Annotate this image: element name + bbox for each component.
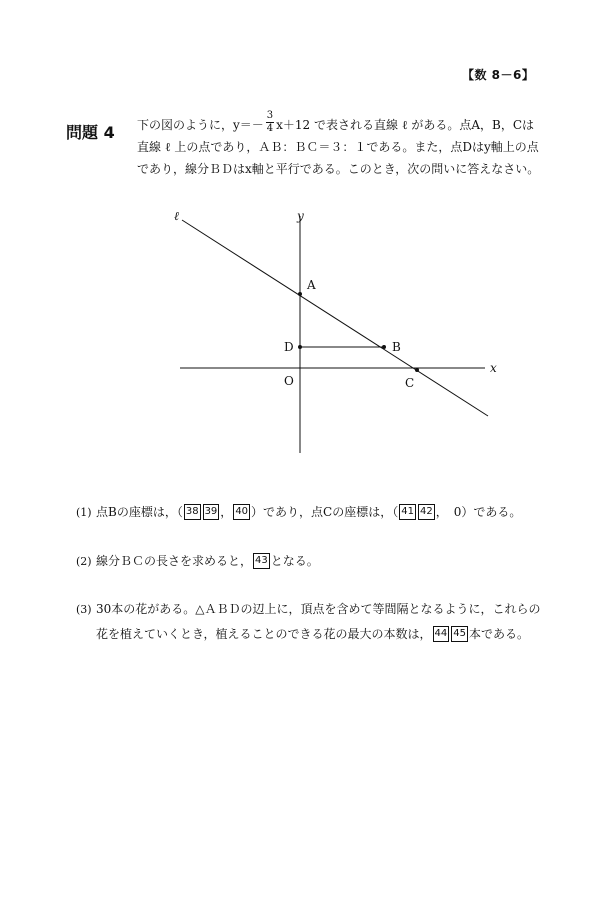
point-b-dot xyxy=(382,345,386,349)
figure-svg xyxy=(160,208,510,458)
statement-line-1-pre: 下の図のように，y＝－ xyxy=(137,118,264,132)
fraction-denominator: 4 xyxy=(266,123,274,134)
answer-box-40[interactable]: 40 xyxy=(233,504,250,520)
question-1-number: (1) xyxy=(76,506,92,519)
fraction-numerator: 3 xyxy=(266,110,274,121)
x-axis-label: x xyxy=(490,361,497,375)
point-a-dot xyxy=(298,292,302,296)
point-d-label: D xyxy=(284,340,294,354)
answer-box-44[interactable]: 44 xyxy=(433,626,450,642)
answer-box-42[interactable]: 42 xyxy=(418,504,435,520)
statement-line-1 xyxy=(137,110,541,136)
line-l-label: ℓ xyxy=(174,209,179,223)
answer-box-39[interactable]: 39 xyxy=(203,504,220,520)
question-2 xyxy=(76,549,319,574)
statement-line-3: であり，線分ＢＤはx軸と平行である。このとき，次の問いに答えなさい。 xyxy=(137,162,540,176)
point-b-label: B xyxy=(392,340,401,354)
question-3-number: (3) xyxy=(76,603,92,616)
question-1 xyxy=(76,500,521,525)
point-c-dot xyxy=(415,368,419,372)
question-1-text-a: 点Bの座標は，（ xyxy=(96,505,183,519)
answer-box-41[interactable]: 41 xyxy=(399,504,416,520)
question-3 xyxy=(76,597,541,646)
coordinate-figure xyxy=(160,208,510,458)
slope-fraction xyxy=(266,110,274,135)
origin-label: O xyxy=(284,374,294,388)
point-c-label: C xyxy=(405,376,415,390)
point-d-dot xyxy=(298,345,302,349)
page-code: 【数 8－6】 xyxy=(462,68,535,82)
statement-line-1-post: x＋12 で表される直線 ℓ がある。点A，B，Cは xyxy=(276,118,535,132)
y-axis-label: y xyxy=(297,209,304,223)
question-3-text-b: 花を植えていくとき，植えることのできる花の最大の本数は， xyxy=(96,627,432,641)
answer-box-45[interactable]: 45 xyxy=(451,626,468,642)
question-3-text-a: 30本の花がある。△ＡＢＤの辺上に，頂点を含めて等間隔となるように，これらの xyxy=(96,602,541,616)
question-1-text-b: ）であり，点Cの座標は，（ xyxy=(251,505,399,519)
question-2-text-b: となる。 xyxy=(270,554,319,568)
problem-label: 問題 4 xyxy=(66,123,115,142)
statement-line-2: 直線 ℓ 上の点であり，ＡＢ：ＢＣ＝３：１である。また，点Dはy軸上の点 xyxy=(137,140,539,154)
question-2-text-a: 線分ＢＣの長さを求めると， xyxy=(96,554,253,568)
point-a-label: A xyxy=(307,278,316,292)
answer-box-43[interactable]: 43 xyxy=(253,553,270,569)
question-3-continuation xyxy=(76,622,541,646)
question-3-text-c: 本である。 xyxy=(469,627,530,641)
answer-box-38[interactable]: 38 xyxy=(184,504,201,520)
line-l xyxy=(182,220,488,416)
problem-statement xyxy=(137,110,541,180)
question-1-comma: ， xyxy=(220,505,233,519)
question-2-number: (2) xyxy=(76,555,92,568)
question-1-text-c: ， 0）である。 xyxy=(435,505,522,519)
